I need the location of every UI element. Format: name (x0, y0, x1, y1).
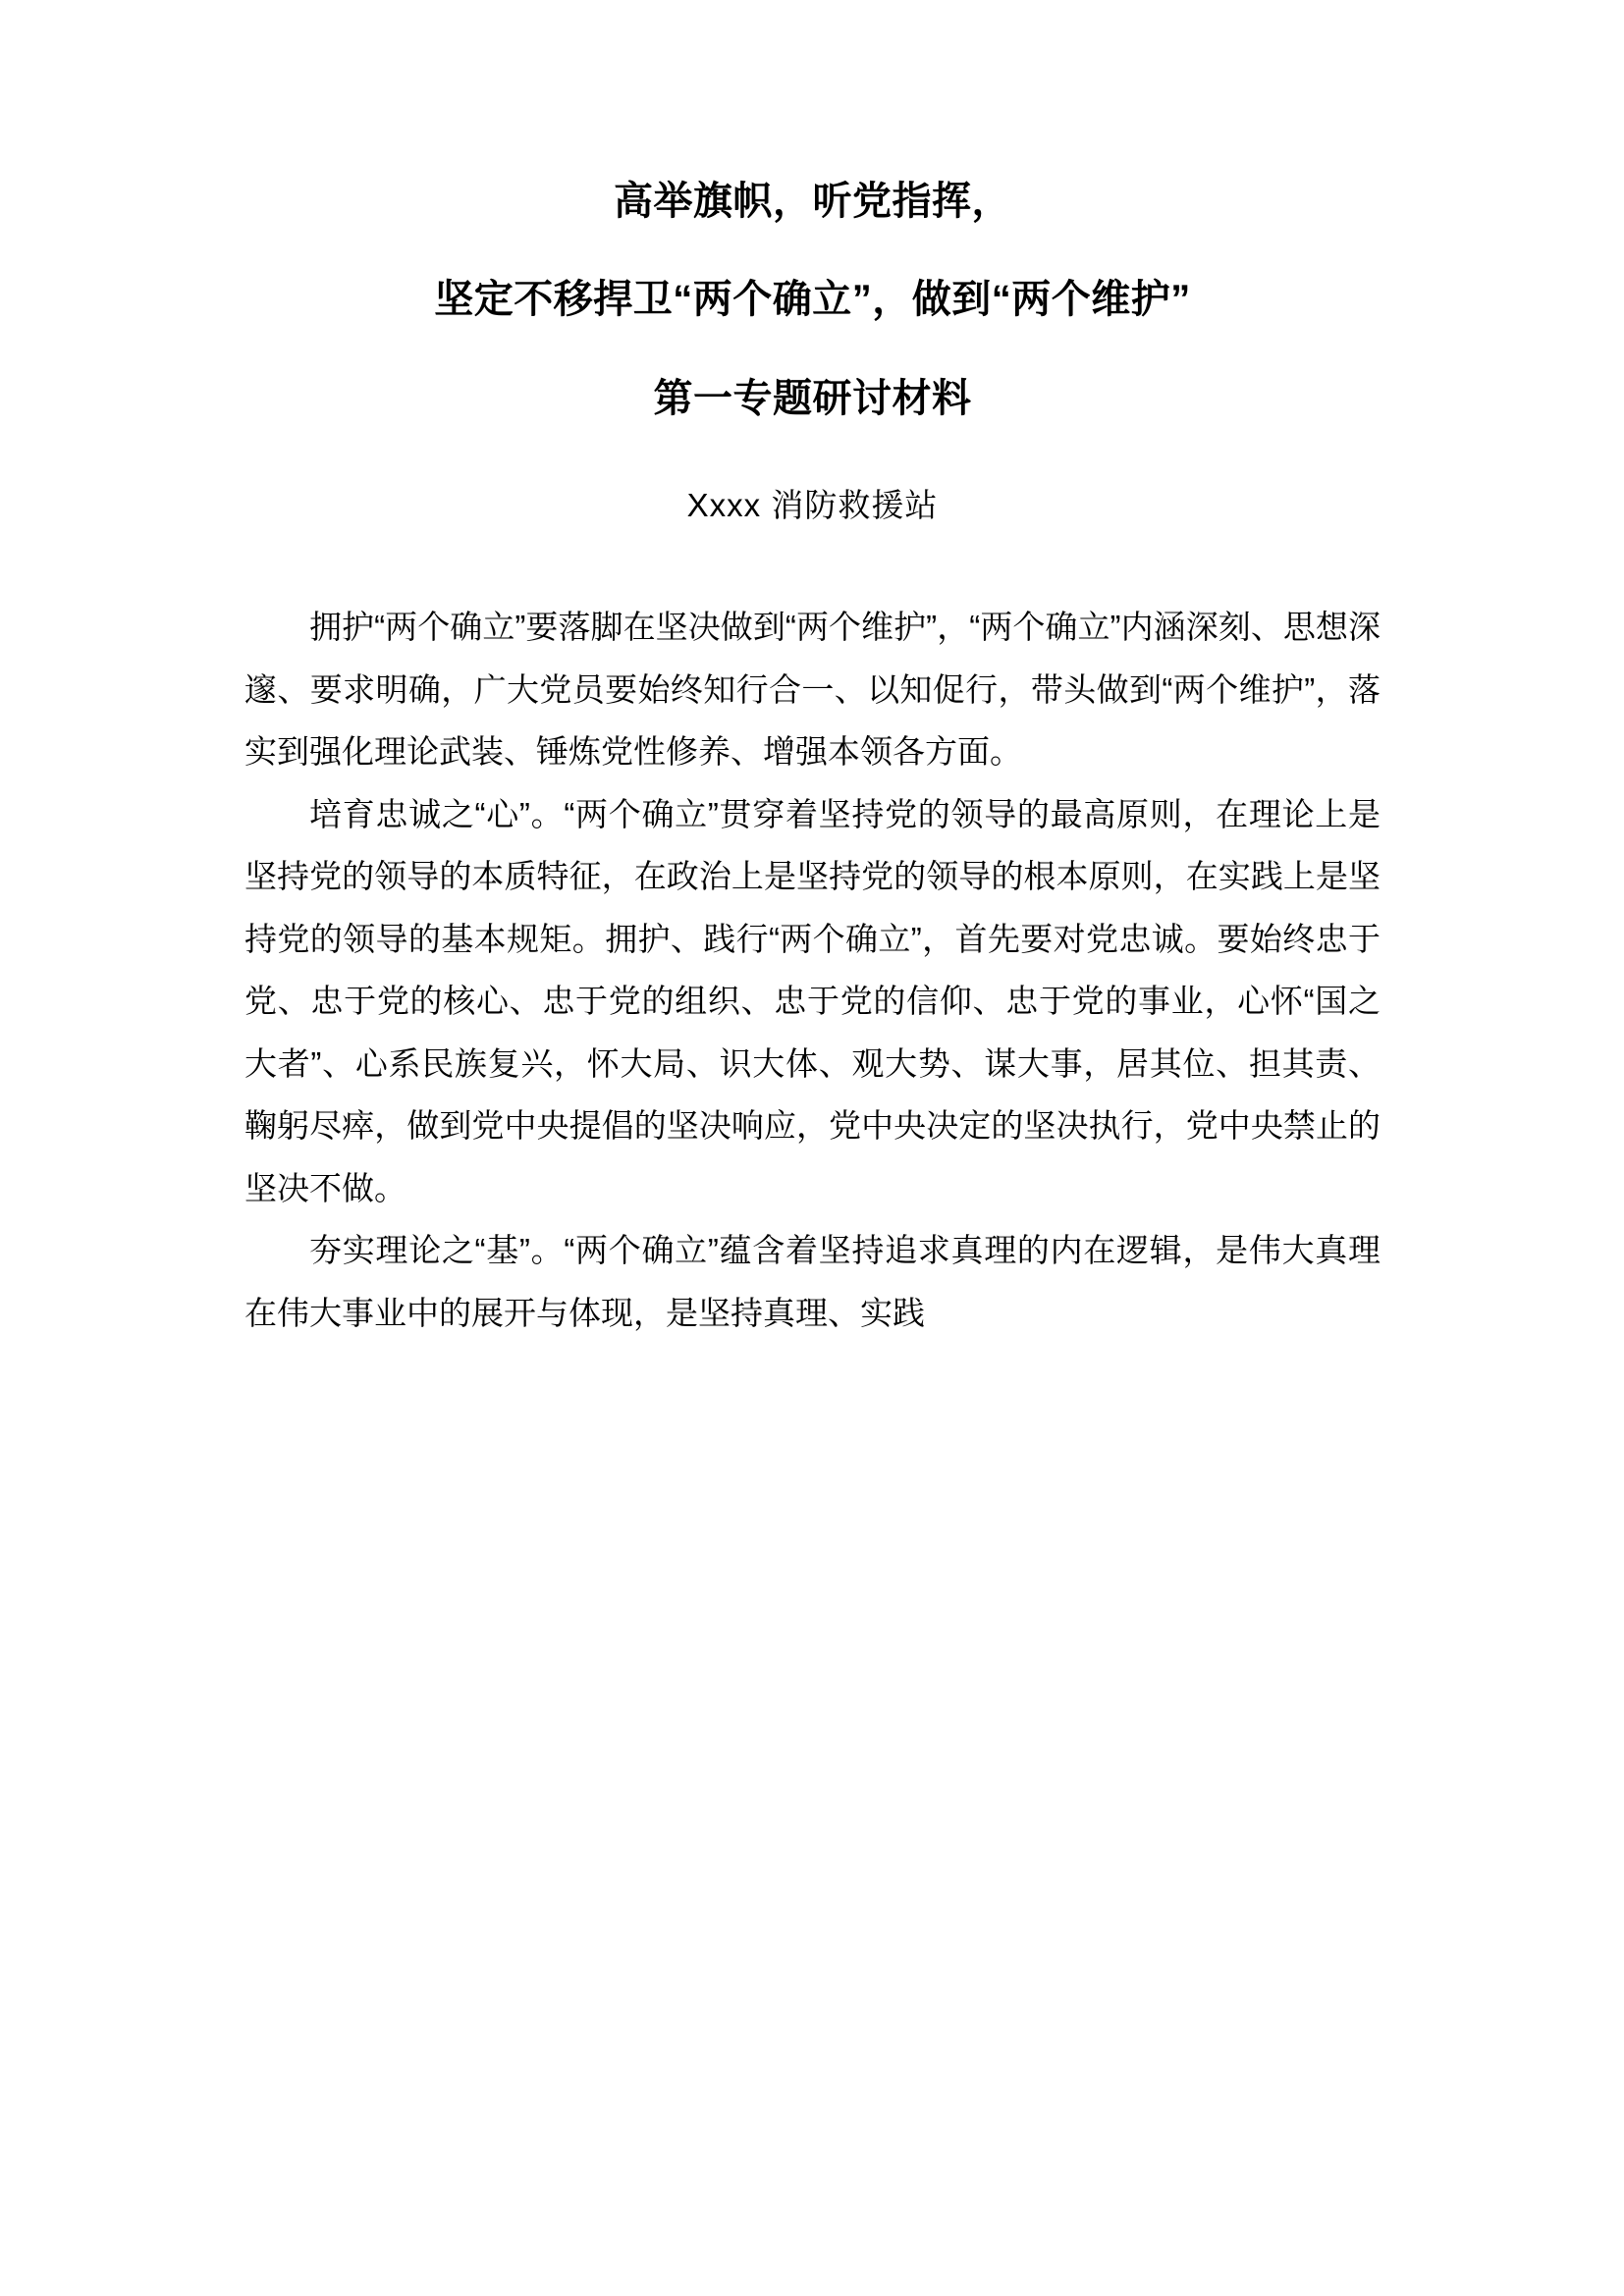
document-title-line-1: 高举旗帜，听党指挥， (614, 180, 1011, 223)
document-body (244, 596, 1380, 1344)
body-paragraph: 拥护“两个确立”要落脚在坚决做到“两个维护”，“两个确立”内涵深刻、思想深邃、要求明确，广大党员要始终知行合一、以知促行，带头做到“两个维护”，落实到强化理论武装、锤炼党性修养、增强本领各方面。 (244, 609, 1380, 770)
document-byline: Xxxx 消防救援站 (686, 487, 939, 523)
body-paragraph: 培育忠诚之“心”。“两个确立”贯穿着坚持党的领导的最高原则，在理论上是坚持党的领导的本质特征，在政治上是坚持党的领导的根本原则，在实践上是坚持党的领导的基本规矩。拥护、践行“两个确立”，首先要对党忠诚。要始终忠于党、忠于党的核心、忠于党的组织、忠于党的信仰、忠于党的事业，心怀“国之大者”、心系民族复兴，怀大局、识大体、观大势、谋大事，居其位、担其责、鞠躬尽瘁，做到党中央提倡的坚决响应，党中央决定的坚决执行，党中央禁止的坚决不做。 (244, 795, 1380, 1206)
document-title-line-3: 第一专题研讨材料 (653, 377, 972, 420)
body-paragraph: 夯实理论之“基”。“两个确立”蕴含着坚持追求真理的内在逻辑，是伟大真理在伟大事业中的展开与体现，是坚持真理、实践 (244, 1232, 1380, 1331)
document-title-line-2: 坚定不移捍卫“两个确立”，做到“两个维护” (434, 278, 1191, 321)
